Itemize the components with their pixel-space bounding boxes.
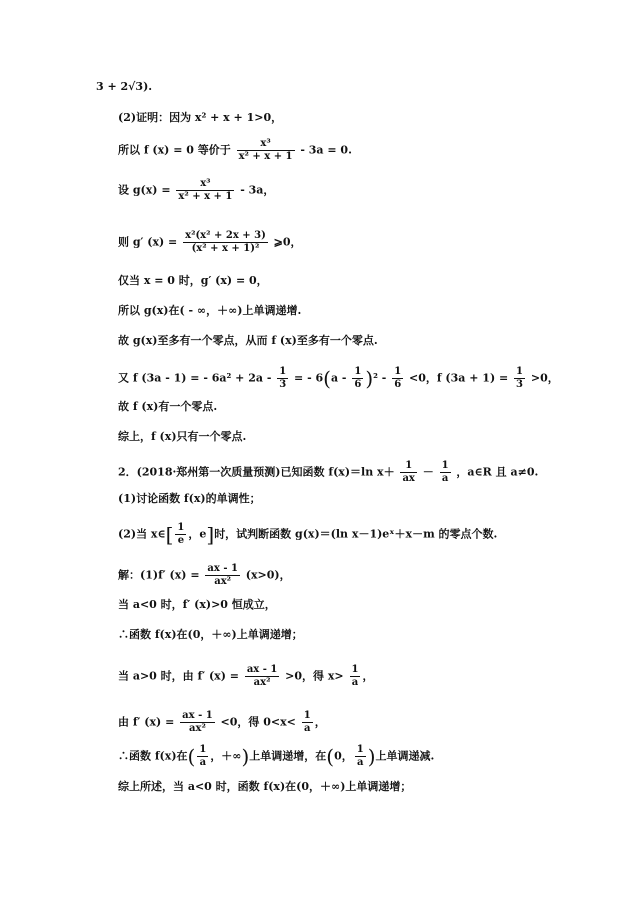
text: 2．(2018·郑州第一次质量预测)已知函数 f(x)＝ln x＋ [118,465,395,479]
line-proof-start [118,111,282,125]
text: <0，f (3a + 1) = [409,371,509,385]
fraction [245,664,280,689]
right-paren: ) [365,366,374,391]
line-at-most-one-zero [118,334,378,348]
text: >0，得 x> [285,669,344,683]
line-continuation [96,80,152,94]
text: 仅当 x = 0 时，g′ (x) = 0， [118,274,268,287]
numerator: 1 [279,366,287,377]
text: >0， [530,371,559,385]
line-evaluation [118,366,559,391]
denominator: 6 [354,379,362,390]
line-summary [118,780,411,794]
text: 所以 g(x)在( - ∞，＋∞)上单调递增. [118,304,302,317]
text: 则 g′ (x) = [118,235,178,249]
fraction [352,366,363,391]
numerator: 1 [354,366,362,377]
line-has-one-zero [118,400,217,414]
denominator: x² + x + 1 [238,151,293,162]
left-bracket: [ [165,522,174,547]
text: 设 g(x) = [118,183,171,197]
numerator: 1 [351,664,359,675]
numerator: 1 [441,460,449,471]
fraction [392,366,403,391]
text-proof-start: (2)证明：因为 x² + x + 1>0， [118,111,283,124]
denominator: (x² + x + 1)² [191,243,260,254]
line-solution-derivative [118,563,291,588]
line-part-1 [118,492,261,506]
denominator: e [177,535,185,546]
fraction [350,664,361,689]
text: ，＋∞ [210,749,242,763]
denominator: ax² [189,723,206,734]
text: = - 6 [294,371,324,385]
fraction [175,522,186,547]
line-monotone [118,304,301,318]
text: 又 f (3a - 1) = - 6a² + 2a - [118,371,272,385]
text: 由 f′ (x) = [118,715,175,729]
fraction [400,460,416,485]
line-monotonic-intervals [118,744,434,769]
line-conclusion [118,430,246,444]
right-paren: ) [367,744,376,769]
text: ² - [373,371,387,385]
text: 0， [334,749,353,763]
text: 时，试判断函数 g(x)＝(ln x－1)eˣ＋x－m 的零点个数. [214,527,498,541]
fraction [514,366,525,391]
text: a - [330,371,347,385]
text: ，e [188,527,207,541]
line-zero-condition [118,274,268,288]
line-equivalence [118,138,352,163]
fraction [302,710,313,735]
fraction [197,744,208,769]
numerator: 1 [516,366,524,377]
fraction [180,710,215,735]
text: 解：(1)f′ (x) = [118,568,200,582]
line-increasing [118,628,303,642]
line-derivative [118,230,302,255]
text: 综上，f (x)只有一个零点. [118,430,247,443]
line-case-a-positive [118,664,373,689]
text: - 3a， [240,183,275,197]
denominator: x² + x + 1 [178,191,233,202]
text: (x>0)， [245,568,291,582]
numerator: ax - 1 [182,710,213,721]
text: - 3a = 0. [300,143,352,157]
left-paren: ( [323,366,331,391]
denominator: a [441,473,449,484]
text: 综上所述，当 a<0 时，函数 f(x)在(0，＋∞)上单调递增； [118,780,412,793]
numerator: ax - 1 [246,664,278,675]
line-problem-2 [118,460,538,485]
fraction [205,563,240,588]
text: 当 a<0 时，f′ (x)>0 恒成立， [118,598,276,611]
text: (1)讨论函数 f(x)的单调性； [118,492,261,505]
fraction [237,138,295,163]
fraction [277,366,288,391]
denominator: a [199,757,207,768]
denominator: ax² [253,677,271,688]
text: ∴函数 f(x)在 [118,749,188,763]
text: ， [314,715,326,729]
left-paren: ( [187,744,196,769]
denominator: a [303,723,311,734]
line-part-2 [118,522,497,547]
denominator: 3 [279,379,287,390]
numerator: x³ [176,178,234,191]
numerator: ax - 1 [207,563,238,574]
numerator: 1 [177,522,185,533]
line-define-g [118,178,274,203]
right-bracket: ] [206,522,215,547]
numerator: 1 [199,744,207,755]
fraction [183,230,268,255]
numerator: 1 [303,710,311,721]
text-continuation: 3 + 2√3). [96,80,153,93]
denominator: ax² [214,576,232,587]
text: ⩾0， [273,235,302,249]
line-case-a-negative [118,598,276,612]
line-decreasing-condition [118,710,326,735]
text: ，a∈R 且 a≠0. [456,465,539,479]
text: － [422,465,434,479]
denominator: 6 [394,379,402,390]
denominator: ax [402,473,415,484]
text: ∴函数 f(x)在(0，＋∞)上单调递增； [118,628,303,641]
numerator: x³ [237,138,295,151]
text: (2)当 x∈ [118,527,166,541]
text: 上单调递增，在 [249,749,327,763]
text: 故 f (x)有一个零点. [118,400,218,413]
denominator: a [351,677,359,688]
numerator: x²(x² + 2x + 3) [185,230,266,241]
right-paren: ) [241,744,250,769]
numerator: 1 [356,744,364,755]
text: 上单调递减. [375,749,435,763]
left-paren: ( [326,744,335,769]
fraction [440,460,451,485]
fraction [176,178,234,203]
denominator: a [357,757,364,768]
text: 所以 f (x) = 0 等价于 [118,143,231,157]
text: 当 a>0 时，由 f′ (x) = [118,669,239,683]
fraction [355,744,366,769]
text: 故 g(x)至多有一个零点，从而 f (x)至多有一个零点. [118,334,378,347]
numerator: 1 [400,460,416,473]
text: ， [362,669,374,683]
numerator: 1 [394,366,402,377]
denominator: 3 [516,379,524,390]
text: <0，得 0<x< [220,715,296,729]
